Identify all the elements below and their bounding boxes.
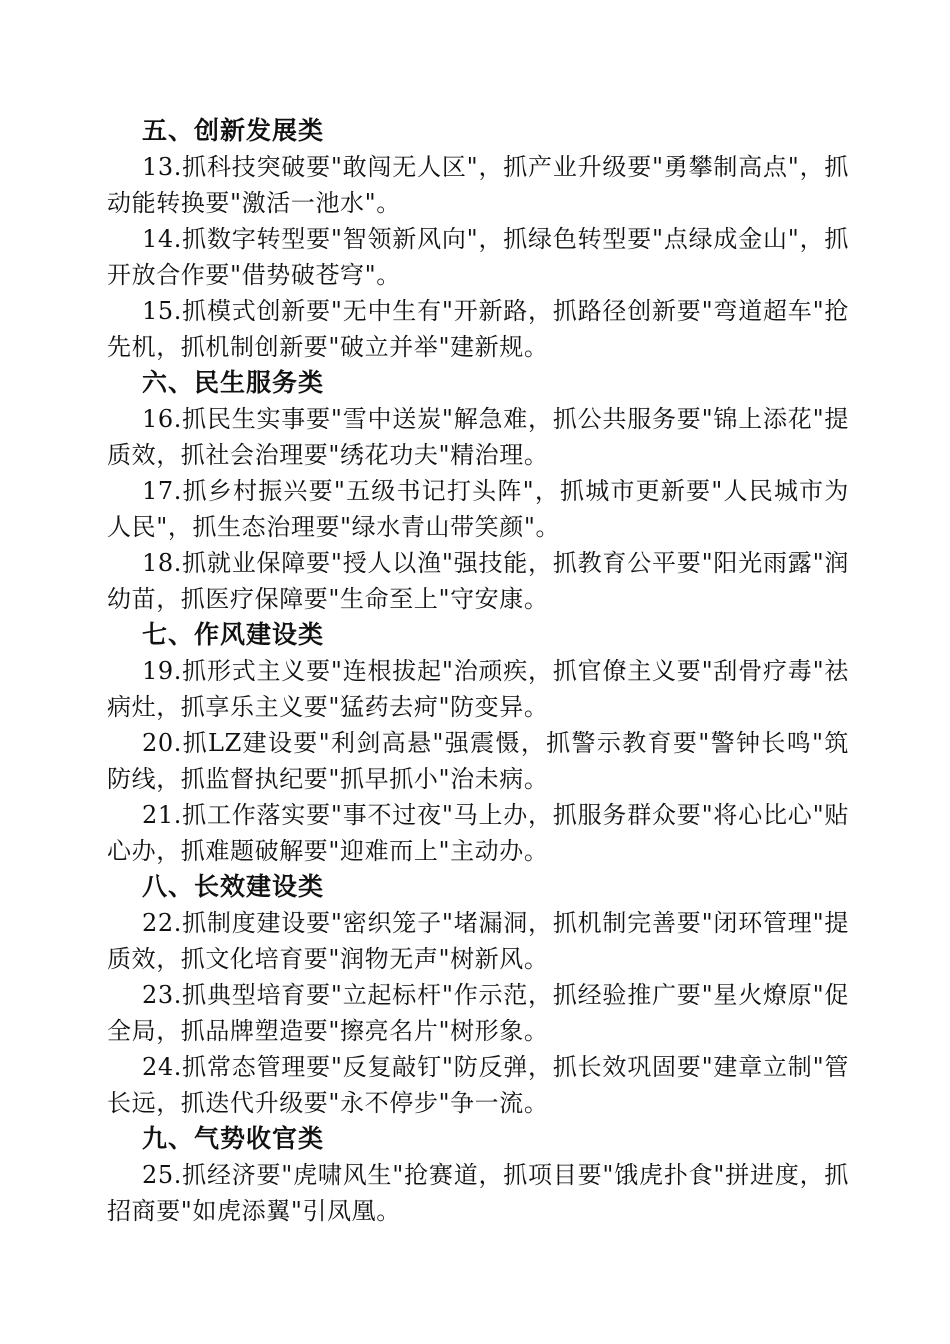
list-item: 18.抓就业保障要"授人以渔"强技能，抓教育公平要"阳光雨露"润幼苗，抓医疗保障要"生命至上"守安康。 — [107, 549, 849, 613]
list-item: 20.抓LZ建设要"利剑高悬"强震慑，抓警示教育要"警钟长鸣"筑防线，抓监督执纪要"抓早抓小"治未病。 — [107, 729, 849, 793]
list-item: 14.抓数字转型要"智领新风向"，抓绿色转型要"点绿成金山"，抓开放合作要"借势破苍穹"。 — [107, 225, 849, 289]
section-work-style — [107, 617, 849, 869]
section-livelihood — [107, 365, 849, 617]
section-long-term — [107, 869, 849, 1121]
section-heading: 八、长效建设类 — [142, 872, 325, 901]
document-page — [107, 113, 849, 1229]
section-heading: 九、气势收官类 — [142, 1124, 325, 1153]
list-item: 22.抓制度建设要"密织笼子"堵漏洞，抓机制完善要"闭环管理"提质效，抓文化培育要"润物无声"树新风。 — [107, 909, 849, 973]
list-item: 19.抓形式主义要"连根拔起"治顽疾，抓官僚主义要"刮骨疗毒"祛病灶，抓享乐主义要"猛药去疴"防变异。 — [107, 657, 849, 721]
list-item: 25.抓经济要"虎啸风生"抢赛道，抓项目要"饿虎扑食"拼进度，抓招商要"如虎添翼"引凤凰。 — [107, 1161, 849, 1225]
list-item: 16.抓民生实事要"雪中送炭"解急难，抓公共服务要"锦上添花"提质效，抓社会治理要"绣花功夫"精治理。 — [107, 405, 849, 469]
list-item: 17.抓乡村振兴要"五级书记打头阵"，抓城市更新要"人民城市为人民"，抓生态治理要"绿水青山带笑颜"。 — [107, 477, 849, 541]
list-item: 23.抓典型培育要"立起标杆"作示范，抓经验推广要"星火燎原"促全局，抓品牌塑造要"擦亮名片"树形象。 — [107, 981, 849, 1045]
section-finale — [107, 1121, 849, 1229]
list-item: 13.抓科技突破要"敢闯无人区"，抓产业升级要"勇攀制高点"，抓动能转换要"激活一池水"。 — [107, 153, 849, 217]
list-item: 24.抓常态管理要"反复敲钉"防反弹，抓长效巩固要"建章立制"管长远，抓迭代升级要"永不停步"争一流。 — [107, 1053, 849, 1117]
section-heading: 五、创新发展类 — [142, 116, 325, 145]
section-innovation — [107, 113, 849, 365]
section-heading: 六、民生服务类 — [142, 368, 325, 397]
list-item: 21.抓工作落实要"事不过夜"马上办，抓服务群众要"将心比心"贴心办，抓难题破解要"迎难而上"主动办。 — [107, 801, 849, 865]
list-item: 15.抓模式创新要"无中生有"开新路，抓路径创新要"弯道超车"抢先机，抓机制创新要"破立并举"建新规。 — [107, 297, 849, 361]
section-heading: 七、作风建设类 — [142, 620, 325, 649]
